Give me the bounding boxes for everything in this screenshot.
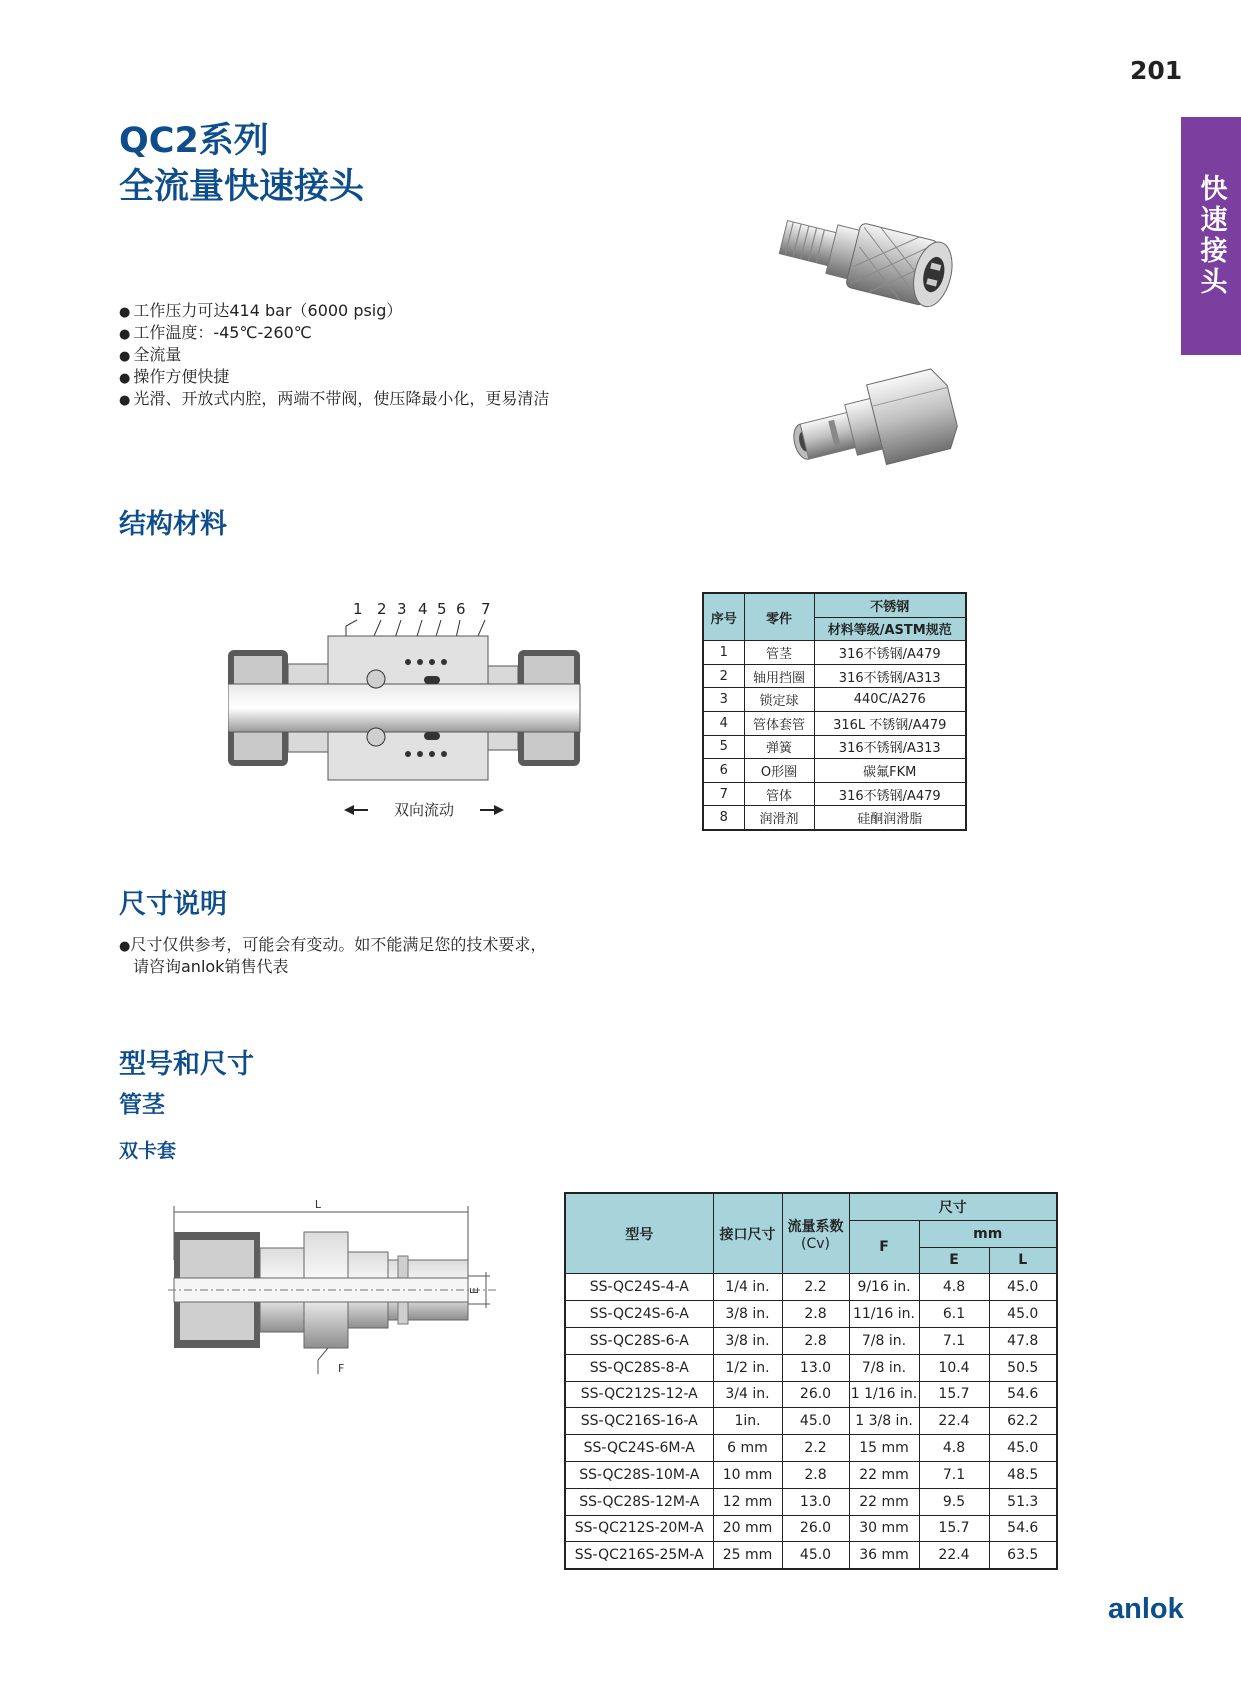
note-line1: 尺寸仅供参考，可能会有变动。如不能满足您的技术要求， [130, 935, 547, 954]
header-grade: 材料等级/ASTM规范 [814, 617, 966, 641]
header-F: F [849, 1220, 919, 1274]
table-row [565, 1301, 1057, 1328]
cell-F: 15 mm [849, 1435, 919, 1462]
header-cv [782, 1193, 849, 1274]
cell-cv: 45.0 [782, 1542, 849, 1569]
table-row [565, 1515, 1057, 1542]
cell-F: 22 mm [849, 1461, 919, 1488]
cell-F: 1 1/16 in. [849, 1381, 919, 1408]
models-subheading: 管茎 [119, 1092, 165, 1118]
header-dims: 尺寸 [849, 1193, 1057, 1220]
cell-part: 弹簧 [744, 735, 814, 759]
cell-cv: 13.0 [782, 1354, 849, 1381]
stem-fitting-diagram [168, 1196, 508, 1376]
header-E: E [919, 1247, 989, 1274]
cell-model: SS-QC28S-12M-A [565, 1488, 713, 1515]
cell-F: 7/8 in. [849, 1327, 919, 1354]
cell-cv: 2.8 [782, 1327, 849, 1354]
cell-part: 管体 [744, 782, 814, 806]
cell-cv: 2.2 [782, 1274, 849, 1301]
page-title [119, 118, 364, 210]
title-line1: QC2系列 [119, 121, 269, 161]
cell-model: SS-QC28S-6-A [565, 1327, 713, 1354]
cell-cv: 2.2 [782, 1435, 849, 1462]
cell-material: 316不锈钢/A479 [814, 641, 966, 665]
note-line2: 请咨询anlok销售代表 [133, 957, 289, 976]
cell-cv: 26.0 [782, 1515, 849, 1542]
cell-port: 1/2 in. [713, 1354, 782, 1381]
header-no: 序号 [703, 593, 744, 641]
cell-no: 1 [703, 641, 744, 665]
cell-material: 316不锈钢/A479 [814, 782, 966, 806]
header-stainless: 不锈钢 [814, 593, 966, 617]
quick-coupler-body-photo [770, 200, 970, 340]
cell-material: 碳氟FKM [814, 759, 966, 783]
callout-7: 7 [481, 600, 491, 618]
callout-4: 4 [418, 600, 428, 618]
cell-model: SS-QC216S-16-A [565, 1408, 713, 1435]
dim-E-label: E [468, 1287, 481, 1294]
list-item: ● 全流量 [119, 345, 549, 367]
header-cv-line1: 流量系数 [787, 1218, 844, 1235]
cell-cv: 45.0 [782, 1408, 849, 1435]
cell-port: 3/8 in. [713, 1327, 782, 1354]
cell-part: 管茎 [744, 641, 814, 665]
cell-material: 硅酮润滑脂 [814, 806, 966, 830]
list-item: ● 操作方便快捷 [119, 367, 549, 389]
cell-model: SS-QC216S-25M-A [565, 1542, 713, 1569]
cell-material: 316不锈钢/A313 [814, 735, 966, 759]
cell-L: 48.5 [989, 1461, 1057, 1488]
table-row [565, 1274, 1057, 1301]
cell-L: 47.8 [989, 1327, 1057, 1354]
cell-cv: 2.8 [782, 1301, 849, 1328]
table-row [565, 1461, 1057, 1488]
cell-cv: 13.0 [782, 1488, 849, 1515]
cell-F: 36 mm [849, 1542, 919, 1569]
cell-E: 9.5 [919, 1488, 989, 1515]
cell-port: 25 mm [713, 1542, 782, 1569]
cell-model: SS-QC212S-20M-A [565, 1515, 713, 1542]
cell-port: 3/8 in. [713, 1301, 782, 1328]
cell-L: 63.5 [989, 1542, 1057, 1569]
cell-L: 62.2 [989, 1408, 1057, 1435]
cell-L: 54.6 [989, 1515, 1057, 1542]
table-row [703, 806, 966, 830]
cell-E: 10.4 [919, 1354, 989, 1381]
table-row [703, 759, 966, 783]
table-row [703, 735, 966, 759]
materials-heading: 结构材料 [119, 509, 227, 540]
list-item: ● 光滑、开放式内腔，两端不带阀，使压降最小化，更易清洁 [119, 389, 549, 411]
cell-no: 2 [703, 664, 744, 688]
cell-part: 锁定球 [744, 688, 814, 712]
cell-material: 440C/A276 [814, 688, 966, 712]
cell-no: 6 [703, 759, 744, 783]
cell-part: 润滑剂 [744, 806, 814, 830]
cell-no: 8 [703, 806, 744, 830]
flow-label: 双向流动 [393, 801, 455, 819]
cell-model: SS-QC28S-10M-A [565, 1461, 713, 1488]
dimensions-note: ●尺寸仅供参考，可能会有变动。如不能满足您的技术要求， 请咨询anlok销售代表 [119, 935, 547, 976]
header-L: L [989, 1247, 1057, 1274]
cell-F: 30 mm [849, 1515, 919, 1542]
cell-port: 3/4 in. [713, 1381, 782, 1408]
cell-F: 22 mm [849, 1488, 919, 1515]
cell-no: 4 [703, 711, 744, 735]
cell-E: 7.1 [919, 1327, 989, 1354]
cell-L: 50.5 [989, 1354, 1057, 1381]
list-item: ● 工作压力可达414 bar（6000 psig） [119, 301, 549, 323]
cell-L: 45.0 [989, 1301, 1057, 1328]
table-row [565, 1354, 1057, 1381]
table-row [565, 1381, 1057, 1408]
cell-E: 15.7 [919, 1515, 989, 1542]
cell-port: 12 mm [713, 1488, 782, 1515]
table-row [565, 1408, 1057, 1435]
table-row [703, 664, 966, 688]
cell-model: SS-QC24S-6M-A [565, 1435, 713, 1462]
cell-no: 3 [703, 688, 744, 712]
cell-port: 20 mm [713, 1515, 782, 1542]
cell-part: 轴用挡圈 [744, 664, 814, 688]
cell-F: 9/16 in. [849, 1274, 919, 1301]
cell-E: 4.8 [919, 1435, 989, 1462]
anlok-logo: anlok [1108, 1593, 1184, 1625]
cell-material: 316L 不锈钢/A479 [814, 711, 966, 735]
header-part: 零件 [744, 593, 814, 641]
table-row [565, 1542, 1057, 1569]
list-item: ● 工作温度：-45℃-260℃ [119, 323, 549, 345]
header-model: 型号 [565, 1193, 713, 1274]
cell-cv: 2.8 [782, 1461, 849, 1488]
table-row [565, 1327, 1057, 1354]
cell-E: 22.4 [919, 1408, 989, 1435]
dim-L-label: L [314, 1198, 322, 1211]
cell-port: 1in. [713, 1408, 782, 1435]
cell-port: 6 mm [713, 1435, 782, 1462]
page-number: 201 [1130, 56, 1183, 85]
table-row [565, 1488, 1057, 1515]
title-line2: 全流量快速接头 [119, 167, 365, 207]
cell-no: 7 [703, 782, 744, 806]
models-heading: 型号和尺寸 [119, 1049, 254, 1080]
cell-material: 316不锈钢/A313 [814, 664, 966, 688]
materials-table [702, 592, 967, 831]
cell-E: 7.1 [919, 1461, 989, 1488]
callout-5: 5 [437, 600, 447, 618]
dim-F-label: F [338, 1362, 345, 1375]
header-unit: mm [919, 1220, 1057, 1247]
dimensions-heading: 尺寸说明 [119, 889, 227, 920]
cross-section-diagram [228, 596, 628, 826]
callout-1: 1 [353, 600, 363, 618]
cell-F: 11/16 in. [849, 1301, 919, 1328]
cell-model: SS-QC24S-6-A [565, 1301, 713, 1328]
table-row [565, 1435, 1057, 1462]
table-row [703, 688, 966, 712]
cell-part: 管体套管 [744, 711, 814, 735]
quick-coupler-stem-photo [780, 355, 960, 470]
models-table [564, 1192, 1058, 1570]
table-row [703, 711, 966, 735]
cell-cv: 26.0 [782, 1381, 849, 1408]
table-row [703, 641, 966, 665]
callout-6: 6 [456, 600, 466, 618]
cell-L: 51.3 [989, 1488, 1057, 1515]
feature-list [119, 301, 549, 411]
cell-model: SS-QC212S-12-A [565, 1381, 713, 1408]
cell-model: SS-QC24S-4-A [565, 1274, 713, 1301]
cell-L: 54.6 [989, 1381, 1057, 1408]
callout-3: 3 [397, 600, 407, 618]
cell-F: 7/8 in. [849, 1354, 919, 1381]
side-tab [1181, 117, 1241, 355]
cell-port: 10 mm [713, 1461, 782, 1488]
callout-2: 2 [377, 600, 387, 618]
cell-E: 4.8 [919, 1274, 989, 1301]
header-cv-line2: (Cv) [801, 1235, 830, 1252]
header-port: 接口尺寸 [713, 1193, 782, 1274]
cell-L: 45.0 [989, 1435, 1057, 1462]
cell-model: SS-QC28S-8-A [565, 1354, 713, 1381]
cell-port: 1/4 in. [713, 1274, 782, 1301]
cell-E: 6.1 [919, 1301, 989, 1328]
cell-part: O形圈 [744, 759, 814, 783]
cell-no: 5 [703, 735, 744, 759]
cell-E: 15.7 [919, 1381, 989, 1408]
side-tab-label: 快速接头 [1195, 174, 1227, 298]
cell-L: 45.0 [989, 1274, 1057, 1301]
cell-E: 22.4 [919, 1542, 989, 1569]
table-row [703, 782, 966, 806]
cell-F: 1 3/8 in. [849, 1408, 919, 1435]
models-subsubheading: 双卡套 [119, 1140, 177, 1162]
